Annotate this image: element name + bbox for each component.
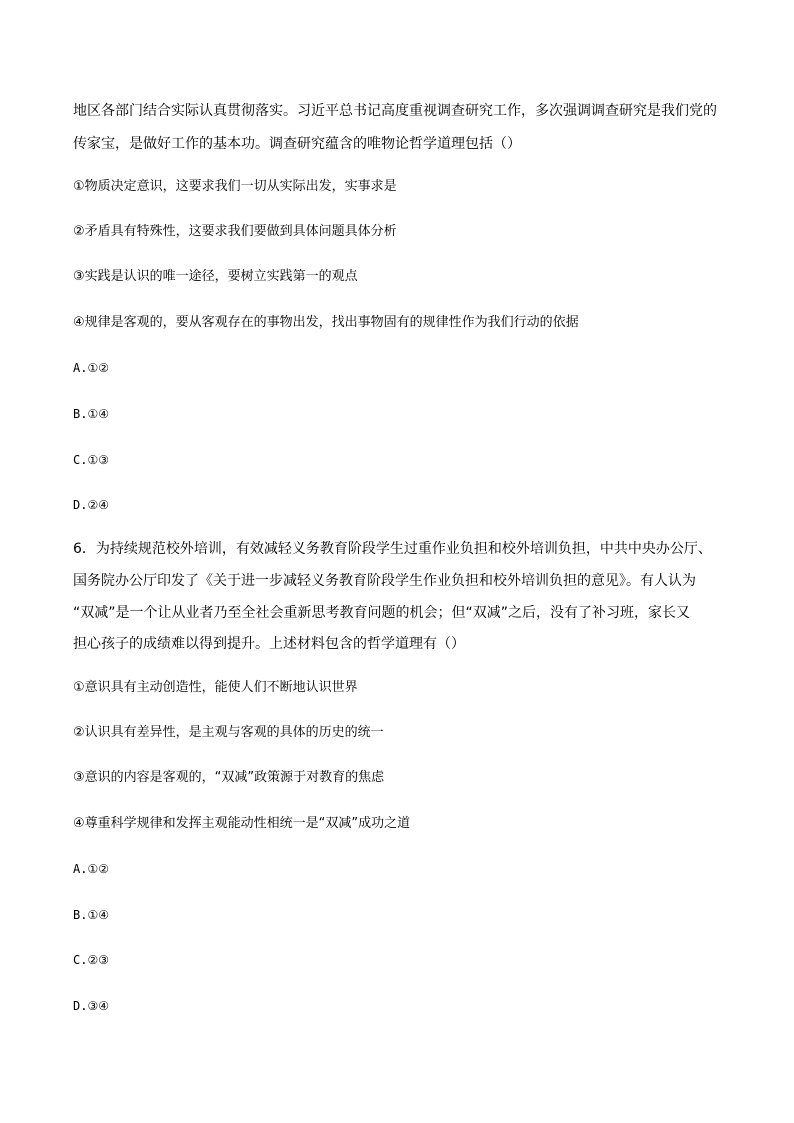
q6-stem-line-4: 担心孩子的成绩难以得到提升。上述材料包含的哲学道理有（） (73, 636, 465, 652)
q6-statement-4: ④尊重科学规律和发挥主观能动性相统一是“双减”成功之道 (73, 816, 411, 831)
q5-statement-4: ④规律是客观的，要从客观存在的事物出发，找出事物固有的规律性作为我们行动的依据 (73, 315, 579, 330)
q5-option-d: D.②④ (73, 498, 109, 512)
q5-option-c: C.①③ (73, 453, 109, 467)
q6-stem-line-3: “双减”是一个让从业者乃至全社会重新思考教育问题的机会；但“双减”之后，没有了补习班，家长又 (73, 605, 691, 621)
q6-statement-1: ①意识具有主动创造性，能使人们不断地认识世界 (73, 680, 358, 695)
q5-option-b: B.①④ (73, 407, 109, 421)
q6-option-b: B.①④ (73, 908, 109, 922)
q6-option-a: A.①② (73, 862, 109, 876)
q6-stem-line-2: 国务院办公厅印发了《关于进一步减轻义务教育阶段学生作业负担和校外培训负担的意见》。有人认为 (73, 573, 696, 589)
q5-statement-1: ①物质决定意识，这要求我们一切从实际出发，实事求是 (73, 179, 397, 194)
q5-statement-3: ③实践是认识的唯一途径，要树立实践第一的观点 (73, 269, 358, 284)
q5-option-a: A.①② (73, 361, 109, 375)
q6-statement-2: ②认识具有差异性，是主观与客观的具体的历史的统一 (73, 725, 384, 740)
q5-stem-line-1: 地区各部门结合实际认真贯彻落实。习近平总书记高度重视调查研究工作，多次强调调查研究是我们党的 (73, 103, 717, 119)
q5-statement-2: ②矛盾具有特殊性，这要求我们要做到具体问题具体分析 (73, 224, 397, 239)
q6-statement-3: ③意识的内容是客观的，“双减”政策源于对教育的焦虑 (73, 770, 385, 785)
q6-stem-line-1: 6．为持续规范校外培训，有效减轻义务教育阶段学生过重作业负担和校外培训负担，中共中央办公厅、 (73, 541, 712, 557)
q5-stem-line-2: 传家宝，是做好工作的基本功。调查研究蕴含的唯物论哲学道理包括（） (73, 136, 521, 152)
q6-option-c: C.②③ (73, 953, 109, 967)
q6-option-d: D.③④ (73, 999, 109, 1013)
